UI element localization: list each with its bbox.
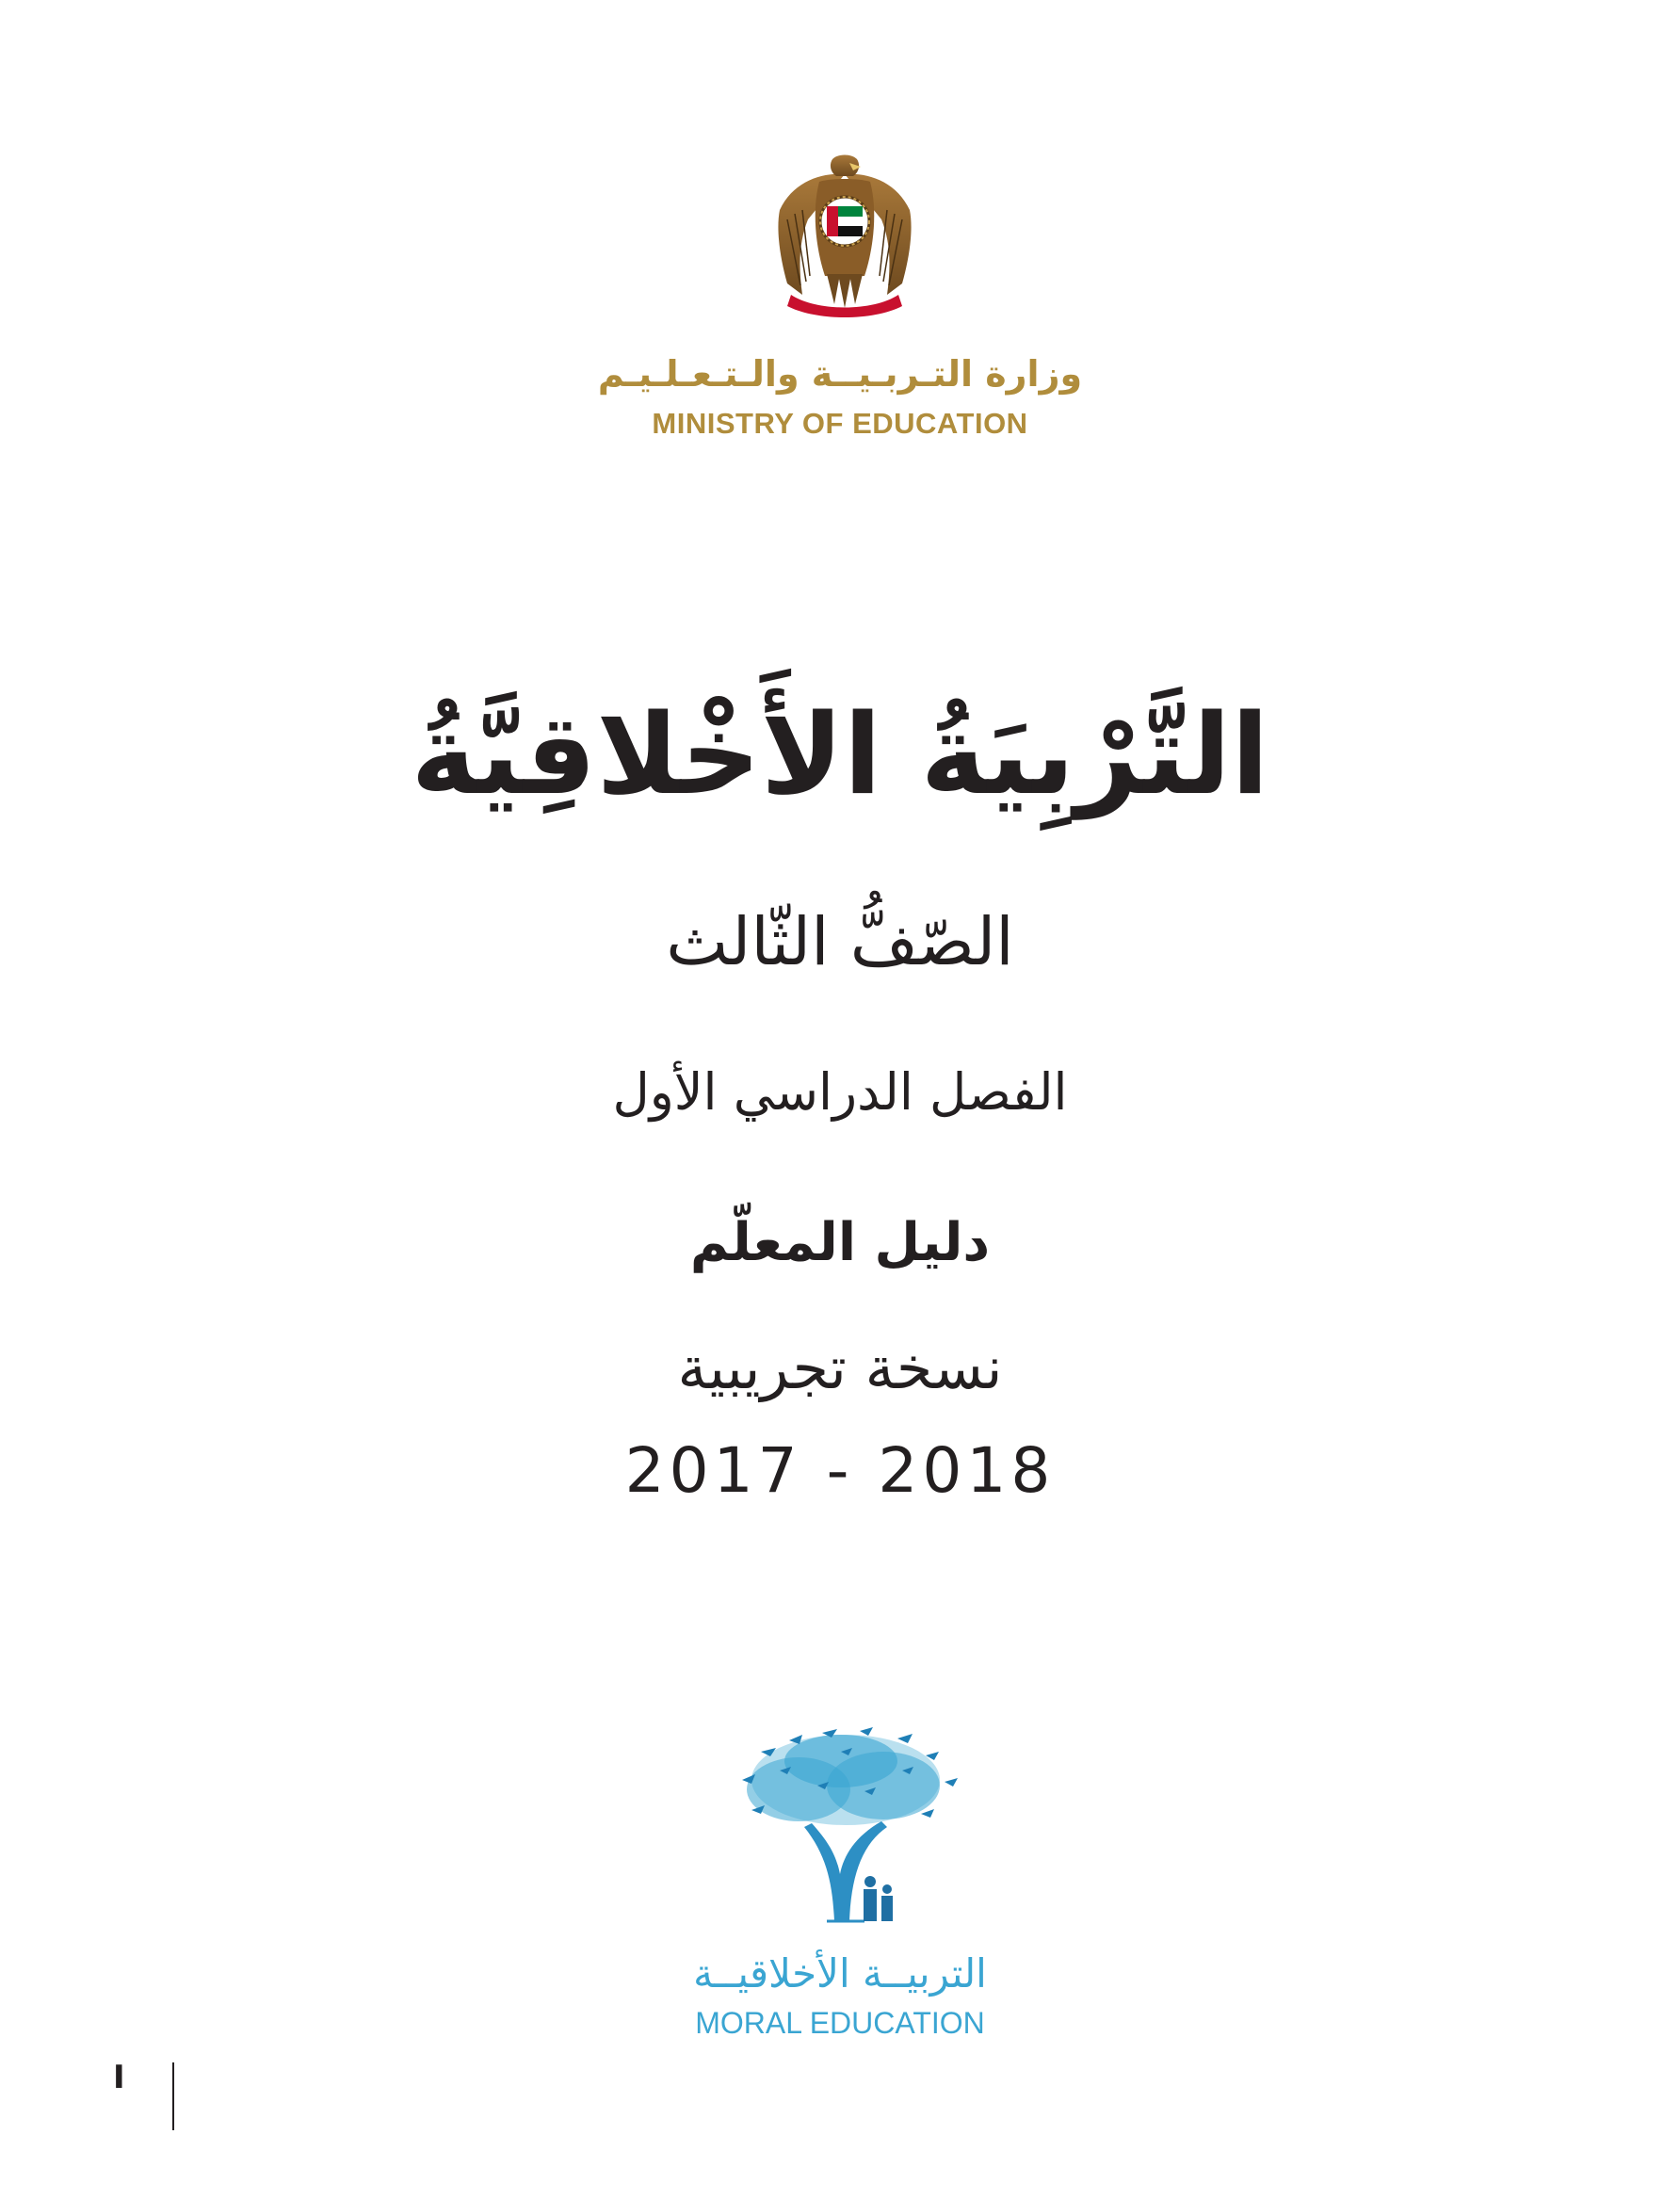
ministry-arabic-name: وزارة التـربـيــة والـتـعـلـيـم bbox=[597, 353, 1083, 395]
uae-falcon-emblem-icon bbox=[774, 154, 915, 318]
tree-with-children-icon bbox=[723, 1723, 968, 1931]
term-label: الفصل الدراسي الأول bbox=[612, 1062, 1068, 1122]
book-title: التَّرْبِيَةُ الأَخْلاقِيَّةُ bbox=[411, 689, 1269, 819]
page-number: I bbox=[113, 2059, 125, 2096]
academic-years: 2017 - 2018 bbox=[624, 1434, 1056, 1507]
ministry-english-name: MINISTRY OF EDUCATION bbox=[652, 407, 1028, 440]
page-number-divider bbox=[172, 2062, 174, 2130]
grade-label: الصّفُّ الثّالث bbox=[666, 903, 1014, 980]
teacher-guide-label: دليل المعلّم bbox=[689, 1212, 991, 1273]
edition-label: نسخة تجريبية bbox=[677, 1334, 1003, 1402]
moral-education-english: MORAL EDUCATION bbox=[695, 2006, 985, 2040]
moral-education-arabic: التربيــة الأخلاقيــة bbox=[693, 1950, 987, 1997]
